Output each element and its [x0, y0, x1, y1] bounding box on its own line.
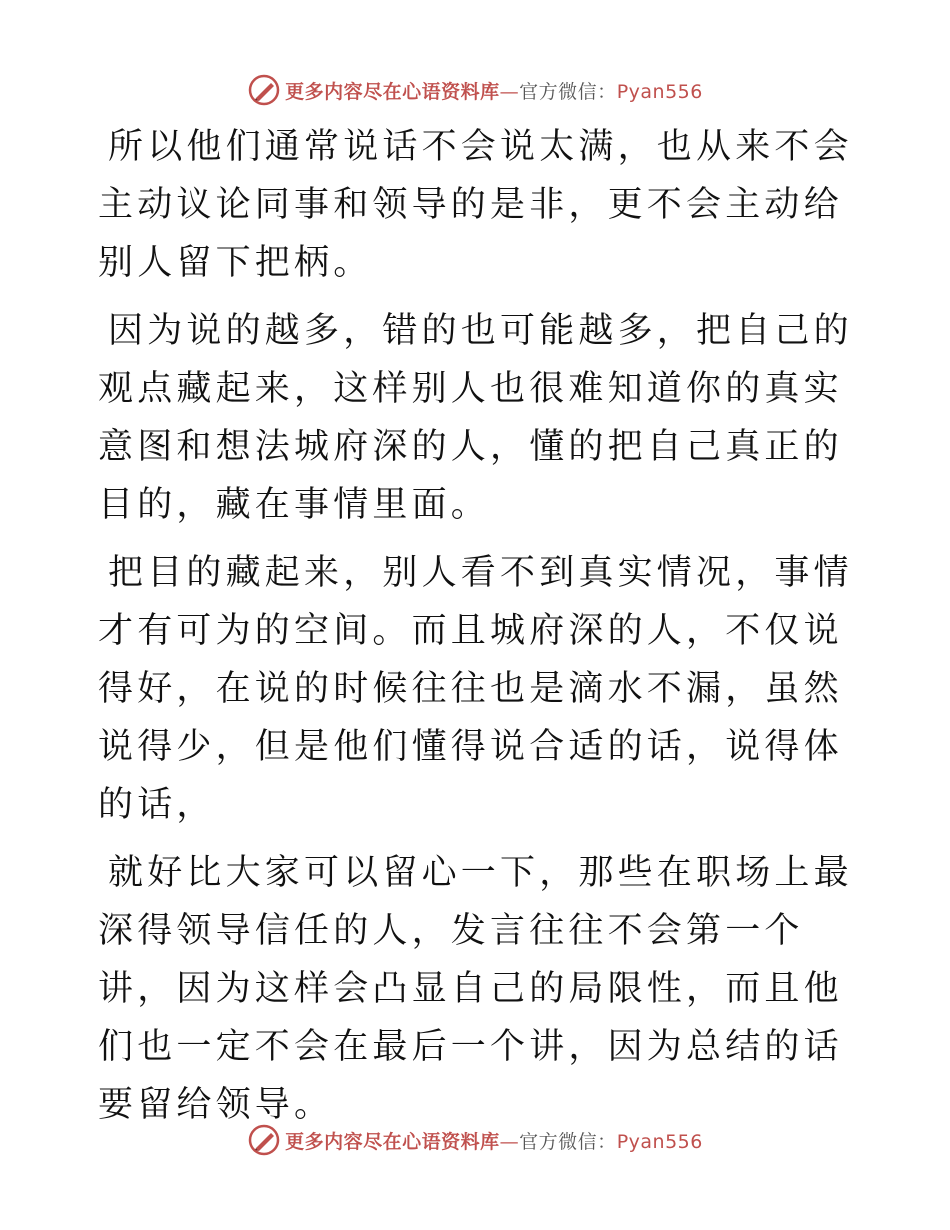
paragraph-4: 就好比大家可以留心一下，那些在职场上最深得领导信任的人，发言往往不会第一个讲，因为这样会凸显自己的局限性，而且他们也一定不会在最后一个讲，因为总结的话要留给领导。	[98, 853, 853, 1125]
pen-logo-icon	[247, 73, 281, 107]
paragraph-1: 所以他们通常说话不会说太满，也从来不会主动议论同事和领导的是非，更不会主动给别人留下把柄。	[98, 127, 853, 283]
footer-brand-text: 更多内容尽在心语资料库	[285, 1130, 500, 1153]
header-wechat-id: Pyan556	[616, 80, 703, 103]
footer-wechat-label: 官方微信：	[519, 1130, 617, 1153]
header-text	[285, 77, 703, 104]
footer-wechat-id: Pyan556	[616, 1130, 703, 1153]
footer-text	[285, 1127, 703, 1154]
document-body	[98, 118, 858, 1144]
header-brand-text: 更多内容尽在心语资料库	[285, 80, 500, 103]
header-wechat-label: 官方微信：	[519, 80, 617, 103]
header-banner	[0, 70, 950, 110]
footer-separator: —	[499, 1130, 520, 1153]
paragraph-3: 把目的藏起来，别人看不到真实情况，事情才有可为的空间。而且城府深的人，不仅说得好，在说的时候往往也是滴水不漏，虽然说得少，但是他们懂得说合适的话，说得体的话，	[98, 553, 853, 825]
header-separator: —	[499, 80, 520, 103]
paragraph-2: 因为说的越多，错的也可能越多，把自己的观点藏起来，这样别人也很难知道你的真实意图和想法城府深的人，懂的把自己真正的目的，藏在事情里面。	[98, 311, 853, 525]
pen-logo-icon	[247, 1123, 281, 1157]
footer-banner	[0, 1120, 950, 1160]
